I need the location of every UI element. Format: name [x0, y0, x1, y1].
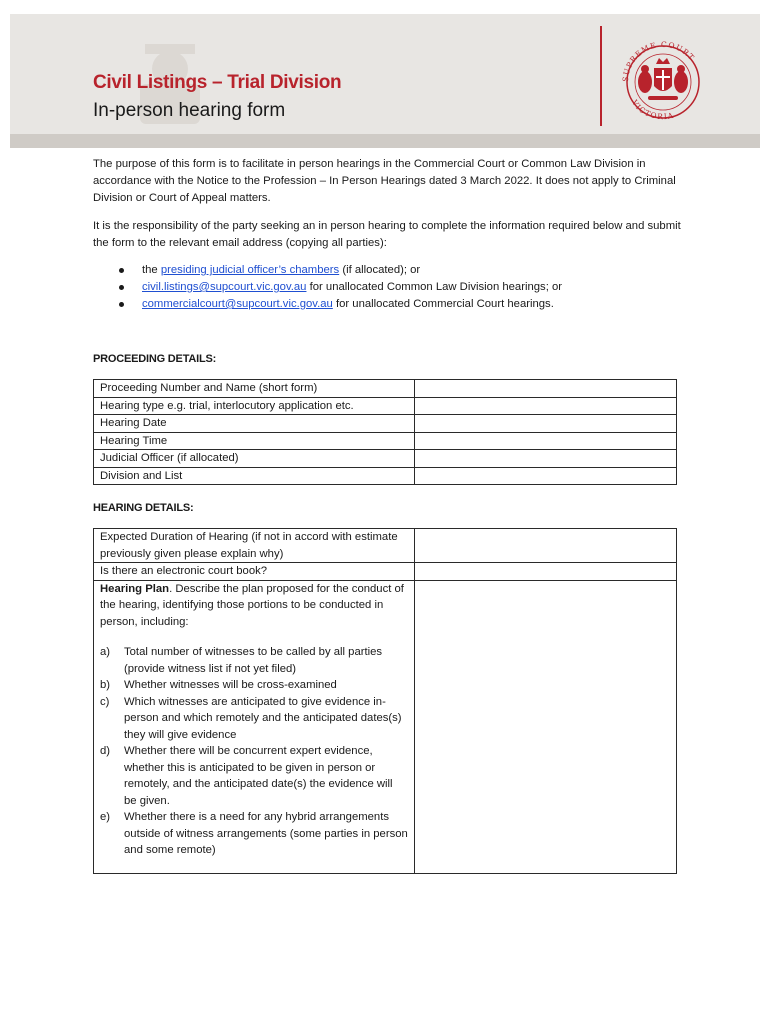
division-list-field[interactable]: [415, 467, 677, 485]
list-item: b) Whether witnesses will be cross-examined: [100, 679, 337, 691]
hearing-plan-items: [100, 644, 408, 859]
table-row: [94, 397, 677, 415]
intro-paragraph-purpose: The purpose of this form is to facilitate in person hearings in the Commercial Court or Common Law Division in accordance with the Notice to the Profession – In Person Hearings dated 3 March 2022. It does not apply to Criminal Division or Court of Appeal matters.: [93, 158, 676, 204]
hearing-date-field[interactable]: [415, 415, 677, 433]
field-label: Division and List: [94, 467, 415, 485]
list-item: d) Whether there will be concurrent expert evidence, whether this is anticipated to be given in person or remotely, and the anticipated date(s) the evidence will be given.: [100, 745, 393, 807]
list-item: civil.listings@supcourt.vic.gov.au for unallocated Common Law Division hearings; or: [93, 279, 693, 296]
table-row: [94, 380, 677, 398]
page-header: [10, 14, 760, 148]
list-item: commercialcourt@supcourt.vic.gov.au for unallocated Commercial Court hearings.: [93, 296, 693, 313]
proceeding-number-field[interactable]: [415, 380, 677, 398]
form-subtitle: In-person hearing form: [93, 100, 286, 121]
table-row: [94, 467, 677, 485]
hearing-details-heading: HEARING DETAILS:: [93, 502, 194, 514]
field-label: Hearing Date: [94, 415, 415, 433]
civil-listings-email-link[interactable]: civil.listings@supcourt.vic.gov.au: [142, 281, 307, 293]
field-label: Is there an electronic court book?: [94, 563, 415, 581]
hearing-type-field[interactable]: [415, 397, 677, 415]
table-row: [94, 580, 677, 873]
header-divider: [600, 26, 602, 126]
chambers-link[interactable]: presiding judicial officer’s chambers: [160, 264, 340, 276]
expected-duration-field[interactable]: [415, 529, 677, 563]
table-row: [94, 529, 677, 563]
svg-text:SUPREME COURT: SUPREME COURT: [620, 39, 697, 83]
table-row: [94, 563, 677, 581]
header-band: [10, 134, 760, 148]
electronic-court-book-field[interactable]: [415, 563, 677, 581]
hearing-time-field[interactable]: [415, 432, 677, 450]
commercial-court-email-link[interactable]: commercialcourt@supcourt.vic.gov.au: [142, 298, 333, 310]
proceeding-details-table: [93, 379, 677, 485]
supreme-court-seal-logo: [618, 24, 708, 134]
submission-address-list: [93, 262, 693, 313]
intro-paragraph-responsibility: It is the responsibility of the party seeking an in person hearing to complete the information required below and submit the form to the relevant email address (copying all parties):: [93, 220, 681, 249]
proceeding-details-heading: PROCEEDING DETAILS:: [93, 353, 217, 365]
list-item: a) Total number of witnesses to be called by all parties (provide witness list if not yet filed): [100, 646, 383, 675]
judicial-officer-field[interactable]: [415, 450, 677, 468]
form-title: Civil Listings – Trial Division: [93, 72, 342, 93]
field-label: Judicial Officer (if allocated): [94, 450, 415, 468]
list-item: the presiding judicial officer’s chambers (if allocated); or: [93, 262, 693, 279]
hearing-plan-label: Hearing Plan. Describe the plan proposed for the conduct of the hearing, identifying those portions to be conducted in person, including: a) Total number of witnesses to be called by all parties (provide witness list if not yet filed) b) Whether witnesses will be cross-examined c) Which witnesses are anticipated to give evidence in-person and which remotely and the anticipated dates(s) they will give evidence d) Whether there will be concurrent expert evidence, whether this is anticipated to be given in person or remotely, and the anticipated date(s) the evidence will be given. e) Whether there is a need for any hybrid arrangements outside of witness arrangements (some parties in person and some remote): [94, 580, 415, 873]
table-row: [94, 432, 677, 450]
list-item: e) Whether there is a need for any hybrid arrangements outside of witness arrangements (some parties in person and some remote): [100, 811, 408, 856]
table-row: [94, 415, 677, 433]
field-label: Hearing type e.g. trial, interlocutory application etc.: [94, 397, 415, 415]
svg-text:VICTORIA: VICTORIA: [630, 98, 676, 122]
field-label: Expected Duration of Hearing (if not in accord with estimate previously given please explain why): [94, 529, 415, 563]
hearing-plan-field[interactable]: [415, 580, 677, 873]
table-row: [94, 450, 677, 468]
hearing-plan-bold: Hearing Plan: [100, 582, 170, 595]
field-label: Proceeding Number and Name (short form): [94, 380, 415, 398]
hearing-details-table: [93, 528, 677, 874]
list-item: c) Which witnesses are anticipated to give evidence in-person and which remotely and the anticipated dates(s) they will give evidence: [100, 695, 402, 741]
field-label: Hearing Time: [94, 432, 415, 450]
